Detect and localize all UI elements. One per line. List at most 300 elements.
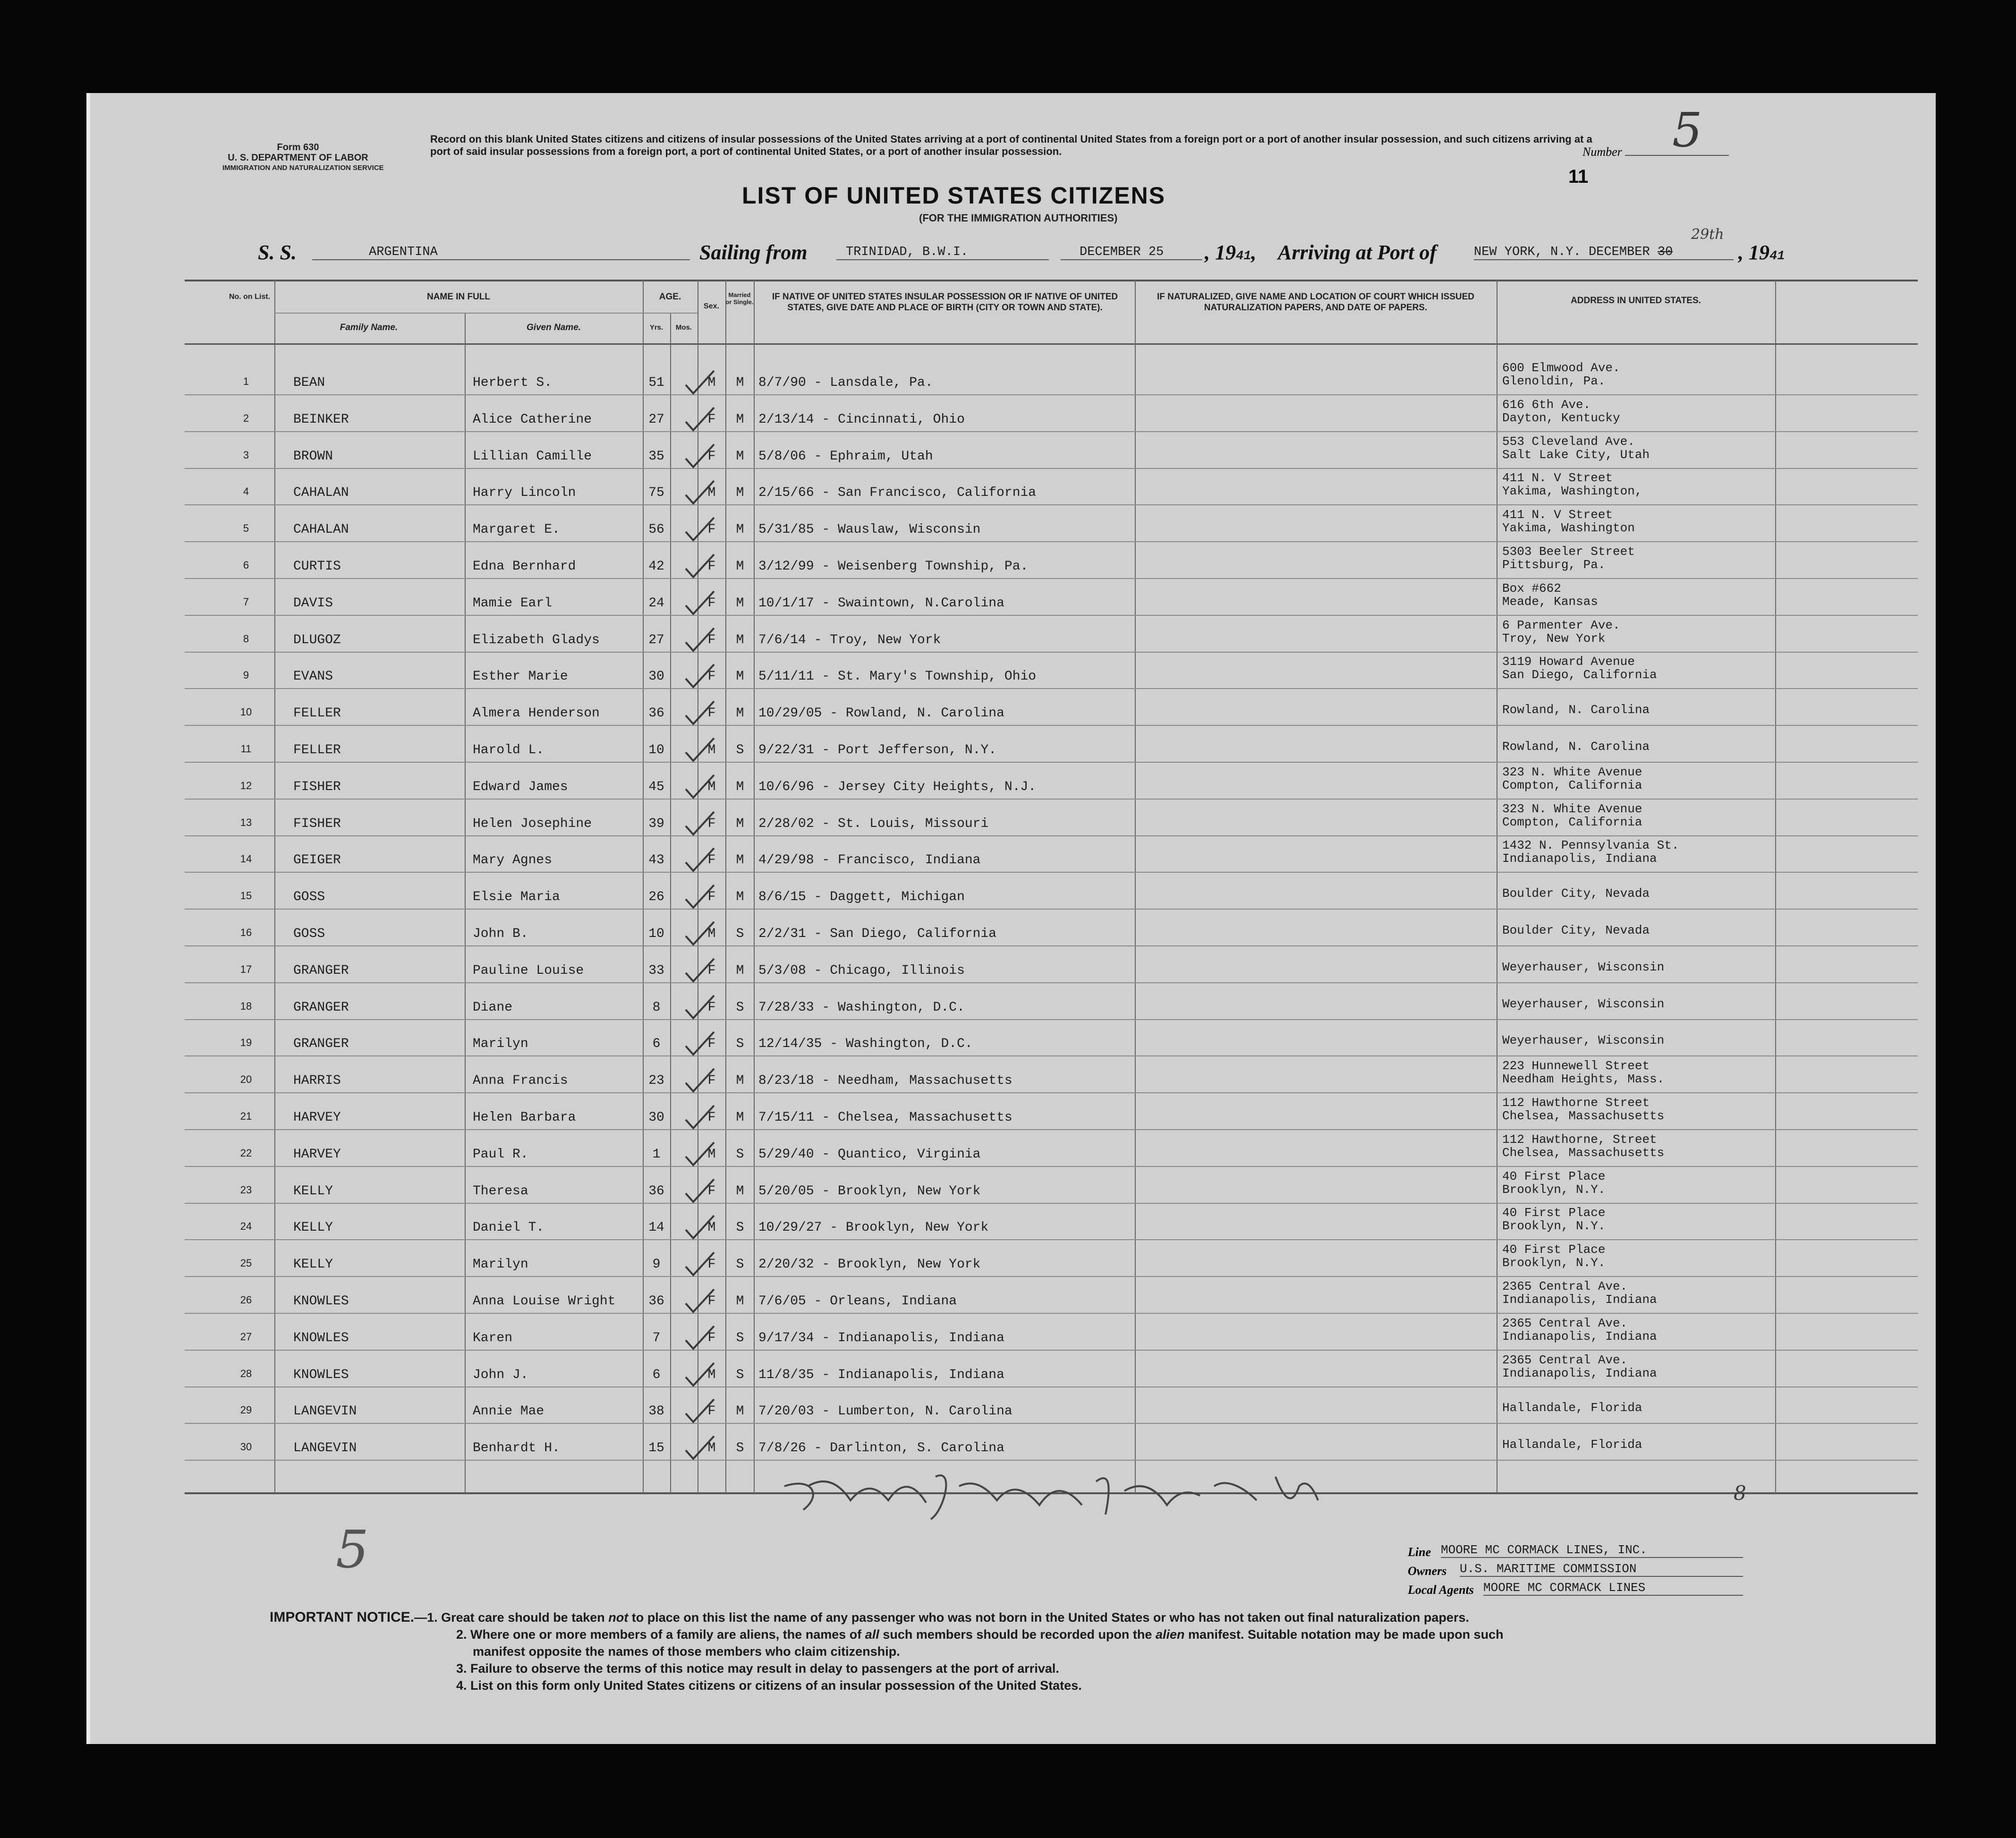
given-name: Edward James (473, 779, 568, 794)
row-rule (185, 1203, 1918, 1204)
manifest-page (86, 93, 1936, 1744)
age-years: 1 (652, 1147, 661, 1162)
col-header-sex: Sex. (704, 302, 719, 310)
row-number: 2 (243, 412, 249, 424)
age-years: 45 (648, 779, 664, 794)
age-years: 38 (648, 1404, 664, 1419)
family-name: CAHALAN (293, 485, 349, 501)
family-name: DLUGOZ (293, 632, 341, 647)
sailing-label: Sailing from (699, 241, 808, 264)
family-name: DAVIS (293, 596, 333, 611)
given-name: Paul R. (473, 1147, 528, 1162)
handwritten-signature (775, 1458, 1389, 1529)
notice-line-1 (270, 1609, 1899, 1626)
row-number: 25 (240, 1257, 252, 1269)
arriving-label: Arriving at Port of (1278, 241, 1437, 264)
address-city: Troy, New York (1502, 631, 1606, 646)
birth-date-place: 10/6/96 - Jersey City Heights, N.J. (758, 779, 1037, 794)
family-name: GRANGER (293, 963, 349, 978)
sex: F (707, 1294, 716, 1309)
birth-date-place: 5/11/11 - St. Mary's Township, Ohio (758, 669, 1037, 684)
row-rule (185, 652, 1918, 653)
header-bottom-border (185, 343, 1918, 345)
address-street: 5303 Beeler Street (1502, 545, 1635, 559)
check-mark-icon (683, 736, 716, 765)
marital-status: M (736, 559, 744, 574)
agents-label: Local Agents (1408, 1583, 1474, 1597)
row-rule (185, 1313, 1918, 1314)
sex: F (707, 1073, 716, 1089)
owners-field (1408, 1564, 1446, 1578)
col-header-yrs: Yrs. (649, 323, 663, 332)
marital-status: M (736, 816, 744, 831)
address-street: 2365 Central Ave. (1502, 1316, 1628, 1330)
row-number: 10 (240, 706, 252, 718)
form-number: Form 630 (277, 142, 319, 153)
family-name: HARVEY (293, 1147, 341, 1162)
address-city: Boulder City, Nevada (1502, 886, 1650, 901)
birth-date-place: 7/20/03 - Lumberton, N. Carolina (758, 1404, 1012, 1419)
family-name: KELLY (293, 1257, 333, 1272)
check-mark-icon (683, 1177, 716, 1206)
check-mark-icon (683, 846, 716, 875)
notice-1-text-end: to place on this list the name of any passenger who was not born in the United States or who has not taken out final naturalization papers. (628, 1610, 1469, 1625)
address-city: Salt Lake City, Utah (1502, 447, 1650, 462)
family-name: BEINKER (293, 412, 349, 427)
row-rule (185, 799, 1918, 800)
check-mark-icon (683, 699, 716, 728)
row-number: 6 (243, 559, 249, 571)
row-number: 1 (243, 375, 249, 387)
marital-status: M (736, 779, 744, 794)
family-name: CAHALAN (293, 522, 349, 537)
birth-date-place: 5/3/08 - Chicago, Illinois (758, 963, 965, 978)
address-city: Boulder City, Nevada (1502, 923, 1650, 937)
address-city: Weyerhauser, Wisconsin (1502, 960, 1665, 974)
given-name: Mary Agnes (473, 853, 553, 868)
port-name: NEW YORK, N.Y. (1474, 245, 1581, 259)
col-divider (274, 280, 275, 1493)
marital-status: S (736, 743, 744, 757)
check-mark-icon (683, 957, 716, 985)
row-rule (185, 762, 1918, 763)
age-years: 26 (648, 890, 664, 905)
address-street: 323 N. White Avenue (1502, 765, 1642, 779)
family-name: FELLER (293, 743, 341, 757)
sex: M (707, 779, 716, 794)
row-rule (185, 468, 1918, 469)
address-street: 40 First Place (1502, 1169, 1606, 1183)
row-rule (185, 835, 1918, 836)
col-divider (725, 280, 726, 1493)
sail-year-prefix: 19 (1215, 241, 1236, 264)
sex: F (707, 1330, 716, 1345)
col-divider (754, 280, 755, 1493)
marital-status: M (736, 485, 744, 501)
row-number: 30 (240, 1441, 252, 1453)
age-years: 33 (648, 963, 664, 978)
row-number: 9 (243, 669, 249, 681)
sex: F (707, 632, 716, 647)
sex: F (707, 1257, 716, 1272)
age-years: 30 (648, 669, 664, 684)
family-name: CURTIS (293, 559, 341, 574)
address-city: Brooklyn, N.Y. (1502, 1256, 1606, 1270)
given-name: Almera Henderson (473, 706, 600, 721)
col-header-address: ADDRESS IN UNITED STATES. (1571, 296, 1701, 306)
age-years: 9 (652, 1257, 661, 1272)
col-header-no: No. on List. (229, 293, 271, 301)
birth-date-place: 10/29/27 - Brooklyn, New York (758, 1220, 989, 1235)
col-header-name: NAME IN FULL (426, 292, 491, 302)
address-city: Hallandale, Florida (1502, 1401, 1642, 1415)
address-city: Indianapolis, Indiana (1502, 1293, 1657, 1307)
age-years: 51 (648, 375, 664, 390)
row-number: 22 (240, 1147, 252, 1159)
check-mark-icon (683, 516, 716, 544)
birth-date-place: 5/29/40 - Quantico, Virginia (758, 1147, 981, 1162)
family-name: EVANS (293, 669, 333, 684)
marital-status: M (736, 449, 744, 464)
given-name: John J. (473, 1367, 528, 1382)
check-mark-icon (683, 626, 716, 655)
check-mark-icon (683, 1104, 716, 1132)
address-city: Compton, California (1502, 815, 1642, 829)
sex: F (707, 449, 716, 464)
age-years: 36 (648, 706, 664, 721)
address-street: 2365 Central Ave. (1502, 1279, 1628, 1293)
marital-status: M (736, 1073, 744, 1089)
given-name: Elsie Maria (473, 890, 560, 905)
marital-status: S (736, 1257, 744, 1272)
given-name: Diane (473, 1000, 513, 1015)
sail-year-suffix: 41 (1236, 249, 1251, 264)
row-number: 13 (240, 816, 252, 828)
family-name: LANGEVIN (293, 1441, 357, 1456)
given-name: Harry Lincoln (473, 485, 576, 501)
family-name: GEIGER (293, 853, 341, 868)
birth-date-place: 7/8/26 - Darlinton, S. Carolina (758, 1441, 1004, 1456)
birth-date-place: 5/8/06 - Ephraim, Utah (758, 449, 933, 464)
notice-1-emphasis: not (608, 1610, 629, 1625)
col-header-age: AGE. (659, 292, 681, 302)
marital-status: S (736, 1220, 744, 1235)
birth-date-place: 11/8/35 - Indianapolis, Indiana (758, 1367, 1004, 1382)
row-rule (185, 1129, 1918, 1130)
sex: M (707, 375, 716, 390)
sex: M (707, 927, 716, 941)
marital-status: M (736, 706, 744, 721)
line-value: MOORE MC CORMACK LINES, INC. (1441, 1543, 1743, 1558)
address-street: 2365 Central Ave. (1502, 1353, 1628, 1367)
address-city: Rowland, N. Carolina (1502, 740, 1650, 754)
address-city: Needham Heights, Mass. (1502, 1072, 1665, 1087)
birth-date-place: 7/6/05 - Orleans, Indiana (758, 1294, 957, 1309)
notice-1-text: —1. Great care should be taken (414, 1610, 609, 1625)
arrival-port (1474, 245, 1734, 260)
check-mark-icon (683, 1324, 716, 1353)
row-rule (185, 688, 1918, 689)
sex: F (707, 1000, 716, 1015)
sex: F (707, 963, 716, 978)
address-street: 411 N. V Street (1502, 471, 1613, 485)
row-number: 19 (240, 1037, 252, 1049)
row-number: 29 (240, 1404, 252, 1416)
age-years: 15 (648, 1441, 664, 1456)
age-years: 6 (652, 1367, 661, 1382)
age-years: 75 (648, 485, 664, 501)
sex: F (707, 669, 716, 684)
address-city: Glenoldin, Pa. (1502, 374, 1606, 388)
agents-field (1408, 1583, 1474, 1597)
age-years: 23 (648, 1073, 664, 1089)
address-city: Compton, California (1502, 778, 1642, 792)
age-years: 10 (648, 743, 664, 757)
family-name: GOSS (293, 890, 325, 905)
birth-date-place: 3/12/99 - Weisenberg Township, Pa. (758, 559, 1029, 574)
service: IMMIGRATION AND NATURALIZATION SERVICE (222, 164, 384, 172)
address-street: 411 N. V Street (1502, 508, 1613, 522)
row-rule (185, 1019, 1918, 1020)
given-name: Marilyn (473, 1257, 528, 1272)
row-number: 7 (243, 596, 249, 608)
number-field (1582, 145, 1729, 159)
family-name: KELLY (293, 1220, 333, 1235)
check-mark-icon (683, 1397, 716, 1426)
family-name: GRANGER (293, 1000, 349, 1015)
birth-date-place: 5/20/05 - Brooklyn, New York (758, 1183, 981, 1199)
address-city: Yakima, Washington (1502, 521, 1635, 536)
age-years: 8 (652, 1000, 661, 1015)
family-name: FISHER (293, 816, 341, 831)
col-header-family: Family Name. (340, 323, 398, 332)
marital-status: M (736, 632, 744, 647)
row-number: 23 (240, 1183, 252, 1196)
check-mark-icon (683, 479, 716, 507)
given-name: Annie Mae (473, 1404, 544, 1419)
col-header-naturalized: IF NATURALIZED, GIVE NAME AND LOCATION OF COURT WHICH ISSUED NATURALIZATION PAPERS, AND DATE OF PAPERS. (1157, 292, 1474, 313)
sex: F (707, 596, 716, 611)
row-rule (185, 1423, 1918, 1424)
sex: F (707, 412, 716, 427)
given-name: Daniel T. (473, 1220, 544, 1235)
address-city: Weyerhauser, Wisconsin (1502, 1033, 1665, 1048)
owners-value: U.S. MARITIME COMMISSION (1460, 1562, 1743, 1577)
row-rule (185, 725, 1918, 726)
page-title: LIST OF UNITED STATES CITIZENS (742, 182, 1166, 209)
check-mark-icon (683, 553, 716, 581)
sex: F (707, 1110, 716, 1125)
address-street: 553 Cleveland Ave. (1502, 434, 1635, 449)
sex: F (707, 853, 716, 868)
birth-date-place: 10/1/17 - Swaintown, N.Carolina (758, 596, 1004, 611)
row-rule (185, 945, 1918, 946)
notice-line-2b: manifest opposite the names of those members who claim citizenship. (473, 1644, 900, 1659)
notice-2-emphasis: all (865, 1627, 879, 1642)
check-mark-icon (683, 369, 716, 397)
page-subtitle: (FOR THE IMMIGRATION AUTHORITIES) (919, 212, 1118, 224)
row-rule (185, 1239, 1918, 1240)
notice-line-3: 3. Failure to observe the terms of this notice may result in delay to passengers at the port of arrival. (456, 1661, 1059, 1676)
check-mark-icon (683, 773, 716, 801)
address-city: Brooklyn, N.Y. (1502, 1182, 1606, 1197)
address-city: Dayton, Kentucky (1502, 410, 1620, 425)
family-name: BEAN (293, 375, 325, 390)
row-number: 20 (240, 1073, 252, 1086)
address-city: Indianapolis, Indiana (1502, 1366, 1657, 1380)
check-mark-icon (683, 883, 716, 911)
address-street: 40 First Place (1502, 1206, 1606, 1220)
given-name: Margaret E. (473, 522, 560, 537)
row-number: 14 (240, 853, 252, 865)
marital-status: S (736, 927, 744, 941)
marital-status: M (736, 412, 744, 427)
address-city: Yakima, Washington, (1502, 484, 1642, 499)
row-number: 8 (243, 632, 249, 645)
line-label: Line (1408, 1545, 1431, 1559)
age-years: 24 (648, 596, 664, 611)
family-name: FELLER (293, 706, 341, 721)
check-mark-icon (683, 1251, 716, 1279)
owners-label: Owners (1408, 1564, 1447, 1578)
address-city: Weyerhauser, Wisconsin (1502, 996, 1665, 1011)
family-name: KNOWLES (293, 1330, 349, 1345)
row-rule (185, 1350, 1918, 1351)
row-rule (185, 394, 1918, 395)
sex: M (707, 743, 716, 757)
col-divider (1135, 280, 1136, 1493)
birth-date-place: 10/29/05 - Rowland, N. Carolina (758, 706, 1004, 721)
important-notice (270, 1609, 1899, 1694)
given-name: Marilyn (473, 1037, 528, 1052)
check-mark-icon (683, 1214, 716, 1242)
marital-status: M (736, 1110, 744, 1125)
arrival-day-handwritten: 29th (1691, 226, 1724, 243)
marital-status: M (736, 1183, 744, 1199)
birth-date-place: 2/13/14 - Cincinnati, Ohio (758, 412, 965, 427)
sex: F (707, 522, 716, 537)
birth-date-place: 5/31/85 - Wauslaw, Wisconsin (758, 522, 981, 537)
address-city: Hallandale, Florida (1502, 1438, 1642, 1452)
birth-date-place: 9/17/34 - Indianapolis, Indiana (758, 1330, 1004, 1345)
birth-date-place: 7/28/33 - Washington, D.C. (758, 1000, 965, 1015)
col-divider (465, 313, 466, 1493)
row-number: 16 (240, 927, 252, 938)
given-name: Alice Catherine (473, 412, 592, 427)
family-name: KNOWLES (293, 1294, 349, 1309)
table-top-border (185, 280, 1918, 281)
address-street: 616 6th Ave. (1502, 397, 1591, 412)
sex: F (707, 559, 716, 574)
notice-line-4: 4. List on this form only United States citizens or citizens of an insular possession of the United States. (456, 1678, 1082, 1693)
family-name: KELLY (293, 1183, 333, 1199)
department: U. S. DEPARTMENT OF LABOR (228, 153, 368, 163)
birth-date-place: 8/7/90 - Lansdale, Pa. (758, 375, 933, 390)
address-city: Pittsburg, Pa. (1502, 558, 1606, 572)
col-header-birth: IF NATIVE OF UNITED STATES INSULAR POSSESSION OR IF NATIVE OF UNITED STATES, GIVE DATE AND PLACE OF BIRTH (CITY OR TOWN AND STATE). (772, 292, 1118, 313)
col-header-given: Given Name. (526, 323, 581, 332)
row-rule (185, 1166, 1918, 1167)
row-rule (185, 1092, 1918, 1093)
check-mark-icon (683, 406, 716, 434)
address-street: 40 First Place (1502, 1242, 1606, 1257)
check-mark-icon (683, 1434, 716, 1463)
given-name: Karen (473, 1330, 513, 1345)
number-label: Number (1582, 145, 1622, 159)
check-mark-icon (683, 920, 716, 948)
address-street: 1432 N. Pennsylvania St. (1502, 838, 1679, 853)
sex: F (707, 816, 716, 831)
birth-date-place: 8/23/18 - Needham, Massachusetts (758, 1073, 1012, 1089)
row-number: 5 (243, 522, 249, 535)
sex: M (707, 485, 716, 501)
family-name: KNOWLES (293, 1367, 349, 1382)
check-mark-icon (683, 663, 716, 691)
age-years: 10 (648, 927, 664, 941)
birth-date-place: 2/15/66 - San Francisco, California (758, 485, 1037, 501)
given-name: Esther Marie (473, 669, 568, 684)
address-street: 112 Hawthorne, Street (1502, 1132, 1657, 1147)
marital-status: S (736, 1330, 744, 1345)
check-mark-icon (683, 1140, 716, 1169)
marital-status: M (736, 375, 744, 390)
ss-label: S. S. (258, 241, 297, 264)
row-rule (185, 909, 1918, 910)
address-city: Indianapolis, Indiana (1502, 1329, 1657, 1344)
birth-date-place: 8/6/15 - Daggett, Michigan (758, 890, 965, 905)
sex: F (707, 1037, 716, 1052)
sex: F (707, 890, 716, 905)
given-name: Elizabeth Gladys (473, 632, 600, 647)
address-street: 223 Hunnewell Street (1502, 1059, 1650, 1073)
row-number: 4 (243, 485, 249, 498)
address-street: 323 N. White Avenue (1502, 801, 1642, 816)
age-years: 27 (648, 632, 664, 647)
row-number: 24 (240, 1220, 252, 1233)
notice-2-text-mid: such members should be recorded upon the (879, 1627, 1156, 1642)
sex: M (707, 1441, 716, 1456)
sex: M (707, 1147, 716, 1162)
line-field (1408, 1545, 1431, 1559)
family-name: BROWN (293, 449, 333, 464)
age-years: 7 (652, 1330, 661, 1345)
row-rule (185, 431, 1918, 432)
notice-2-text: 2. Where one or more members of a family are aliens, the names of (456, 1627, 865, 1642)
given-name: Edna Bernhard (473, 559, 576, 574)
page-number: 11 (1568, 166, 1589, 187)
family-name: GRANGER (293, 1037, 349, 1052)
given-name: John B. (473, 927, 528, 941)
address-city: Chelsea, Massachusetts (1502, 1145, 1665, 1160)
age-years: 36 (648, 1294, 664, 1309)
marital-status: M (736, 1404, 744, 1419)
sailing-date: DECEMBER 25 (1061, 245, 1202, 260)
age-years: 56 (648, 522, 664, 537)
sex: M (707, 1367, 716, 1382)
handwritten-number: 5 (336, 1519, 369, 1580)
row-rule (185, 1276, 1918, 1277)
row-rule (185, 578, 1918, 579)
marital-status: S (736, 1441, 744, 1456)
family-name: GOSS (293, 927, 325, 941)
sailing-from: TRINIDAD, B.W.I. (836, 245, 1049, 260)
marital-status: M (736, 669, 744, 684)
col-divider (670, 313, 671, 1493)
check-mark-icon (683, 1030, 716, 1058)
family-name: HARVEY (293, 1110, 341, 1125)
agents-value: MOORE MC CORMACK LINES (1483, 1581, 1743, 1596)
notice-line-2 (270, 1626, 1899, 1643)
